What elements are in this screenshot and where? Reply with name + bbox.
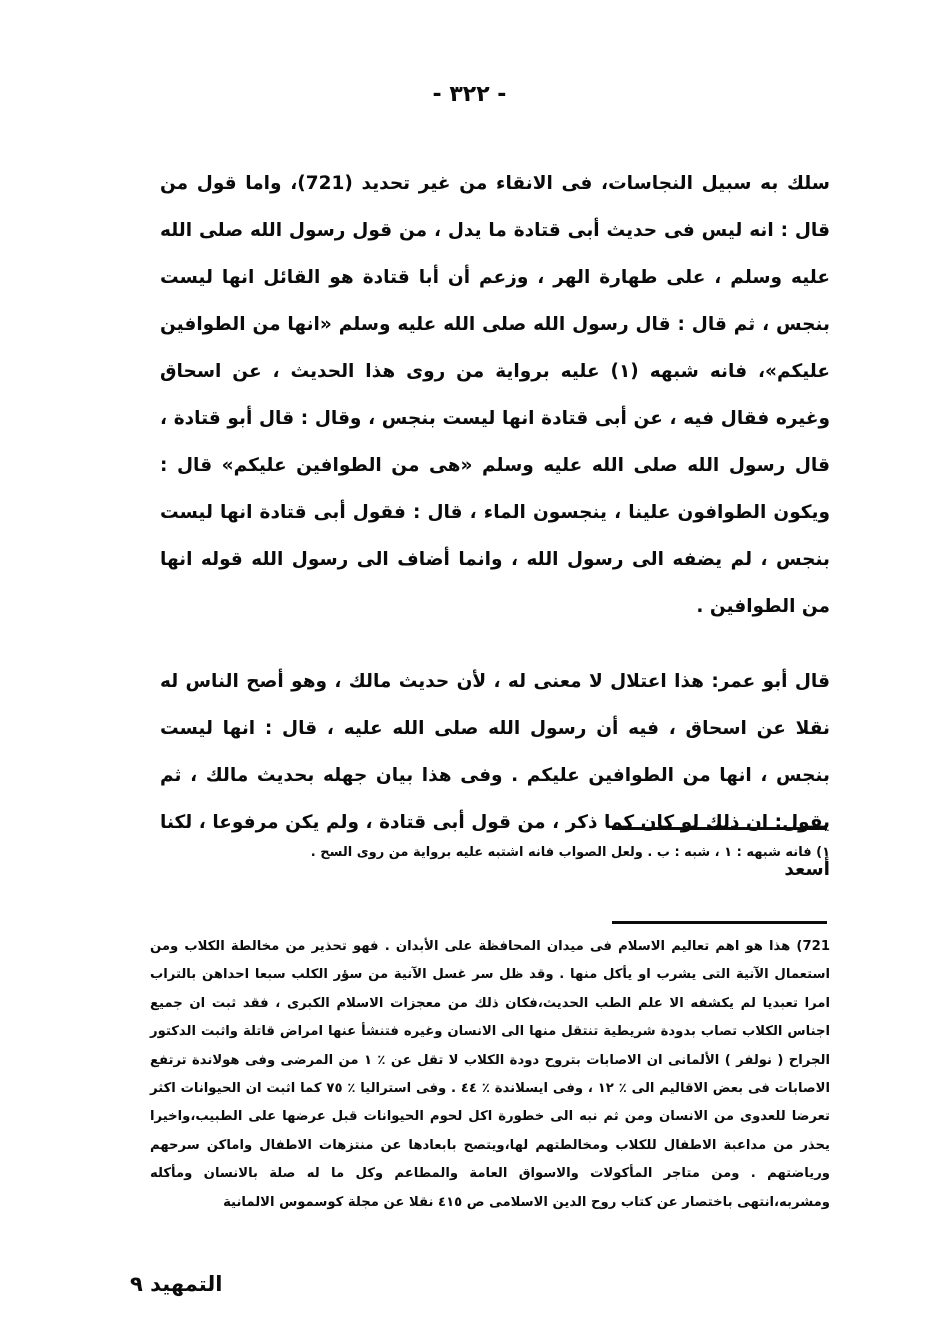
body-paragraph: سلك به سبيل النجاسات، فى الانقاء من غير تحديد (721)، واما قول من قال : انه ليس فى حديث أبى قتادة ما يدل ، من قول رسول الله صلى الله عليه وسلم ، على طهارة الهر ، وزعم أن أبا قتادة هو القائل انها ليست بنجس ، ثم قال : قال رسول الله صلى الله عليه وسلم «انها من الطوافين عليكم»، فانه شبهه (١) عليه برواية من روى هذا الحديث ، عن اسحاق وغيره فقال فيه ، عن أبى قتادة انها ليست بنجس ، وقال : قال أبو قتادة ، قال رسول الله صلى الله عليه وسلم «هى من الطوافين عليكم» قال : ويكون الطوافون علينا ، ينجسون الماء ، قال : فقول أبى قتادة انها ليست بنجس ، لم يضفه الى رسول الله ، وانما أضاف الى رسول الله قوله انها من الطوافين .: [160, 173, 830, 617]
footnote-721: 721) هذا هو اهم تعاليم الاسلام فى ميدان المحافظة على الأبدان . فهو تحذير من مخالطة الكلاب ومن استعمال الآنية التى يشرب او يأكل منها . وقد ظل سر غسل الآنية من سؤر الكلب سبعا احداهن بالتراب امرا تعبديا لم يكشفه الا علم الطب الحديث،فكان ذلك من معجزات الاسلام الكبرى ، فقد ثبت ان جميع اجناس الكلاب تصاب بدودة شريطية تنتقل منها الى الانسان وغيره فتنشأ عنها امراض قاتلة واثبت الدكتور الجراح ( نولفر ) الألمانى ان الاصابات بتروح دودة الكلاب لا تقل عن ٪ ١ من المرضى وفى هولاندة ترتفع الاصابات فى بعض الاقاليم الى ٪ ١٢ ، وفى ايسلاندة ٪ ٤٤ . وفى استراليا ٪ ٧٥ كما اثبت ان الحيوانات اكثر تعرضا للعدوى من الانسان ومن ثم نبه الى خطورة اكل لحوم الحيوانات قبل عرضها على الطبيب،واخيرا يحذر من مداعبة الاطفال للكلاب ومخالطتهم لها،ويتصح بابعادها عن منتزهات الاطفال واماكن سرحهم ورياضتهم . ومن متاجر المأكولات والاسواق العامة والمطاعم وكل ما له صلة بالانسان ومأكله ومشربه،انتهى باختصار عن كتاب روح الدين الاسلامى ص ٤١٥ نقلا عن مجلة كوسموس الالمانية: [150, 939, 830, 1210]
page-number: - ٣٢٢ -: [432, 82, 507, 107]
signature-mark: التمهيد ٩: [130, 1272, 223, 1296]
body-paragraph: قال أبو عمر: هذا اعتلال لا معنى له ، لأن حديث مالك ، وهو أصح الناس له نقلا عن اسحاق ، فيه أن رسول الله صلى الله عليه ، قال : انها ليست بنجس ، انها من الطوافين عليكم . وفى هذا بيان جهله بحديث مالك ، ثم يقول: ان ذلك لو كان كما ذكر ، من قول أبى قتادة ، ولم يكن مرفوعا ، لكنا أسعد: [160, 671, 830, 880]
footnote-divider: [612, 827, 827, 830]
footnote-1: ١) فانه شبهه : ١ ، شبه : ب . ولعل الصواب فانه اشتبه عليه برواية من روى السح .: [310, 845, 830, 860]
footnote-divider: [612, 921, 827, 924]
main-text: [160, 160, 830, 893]
